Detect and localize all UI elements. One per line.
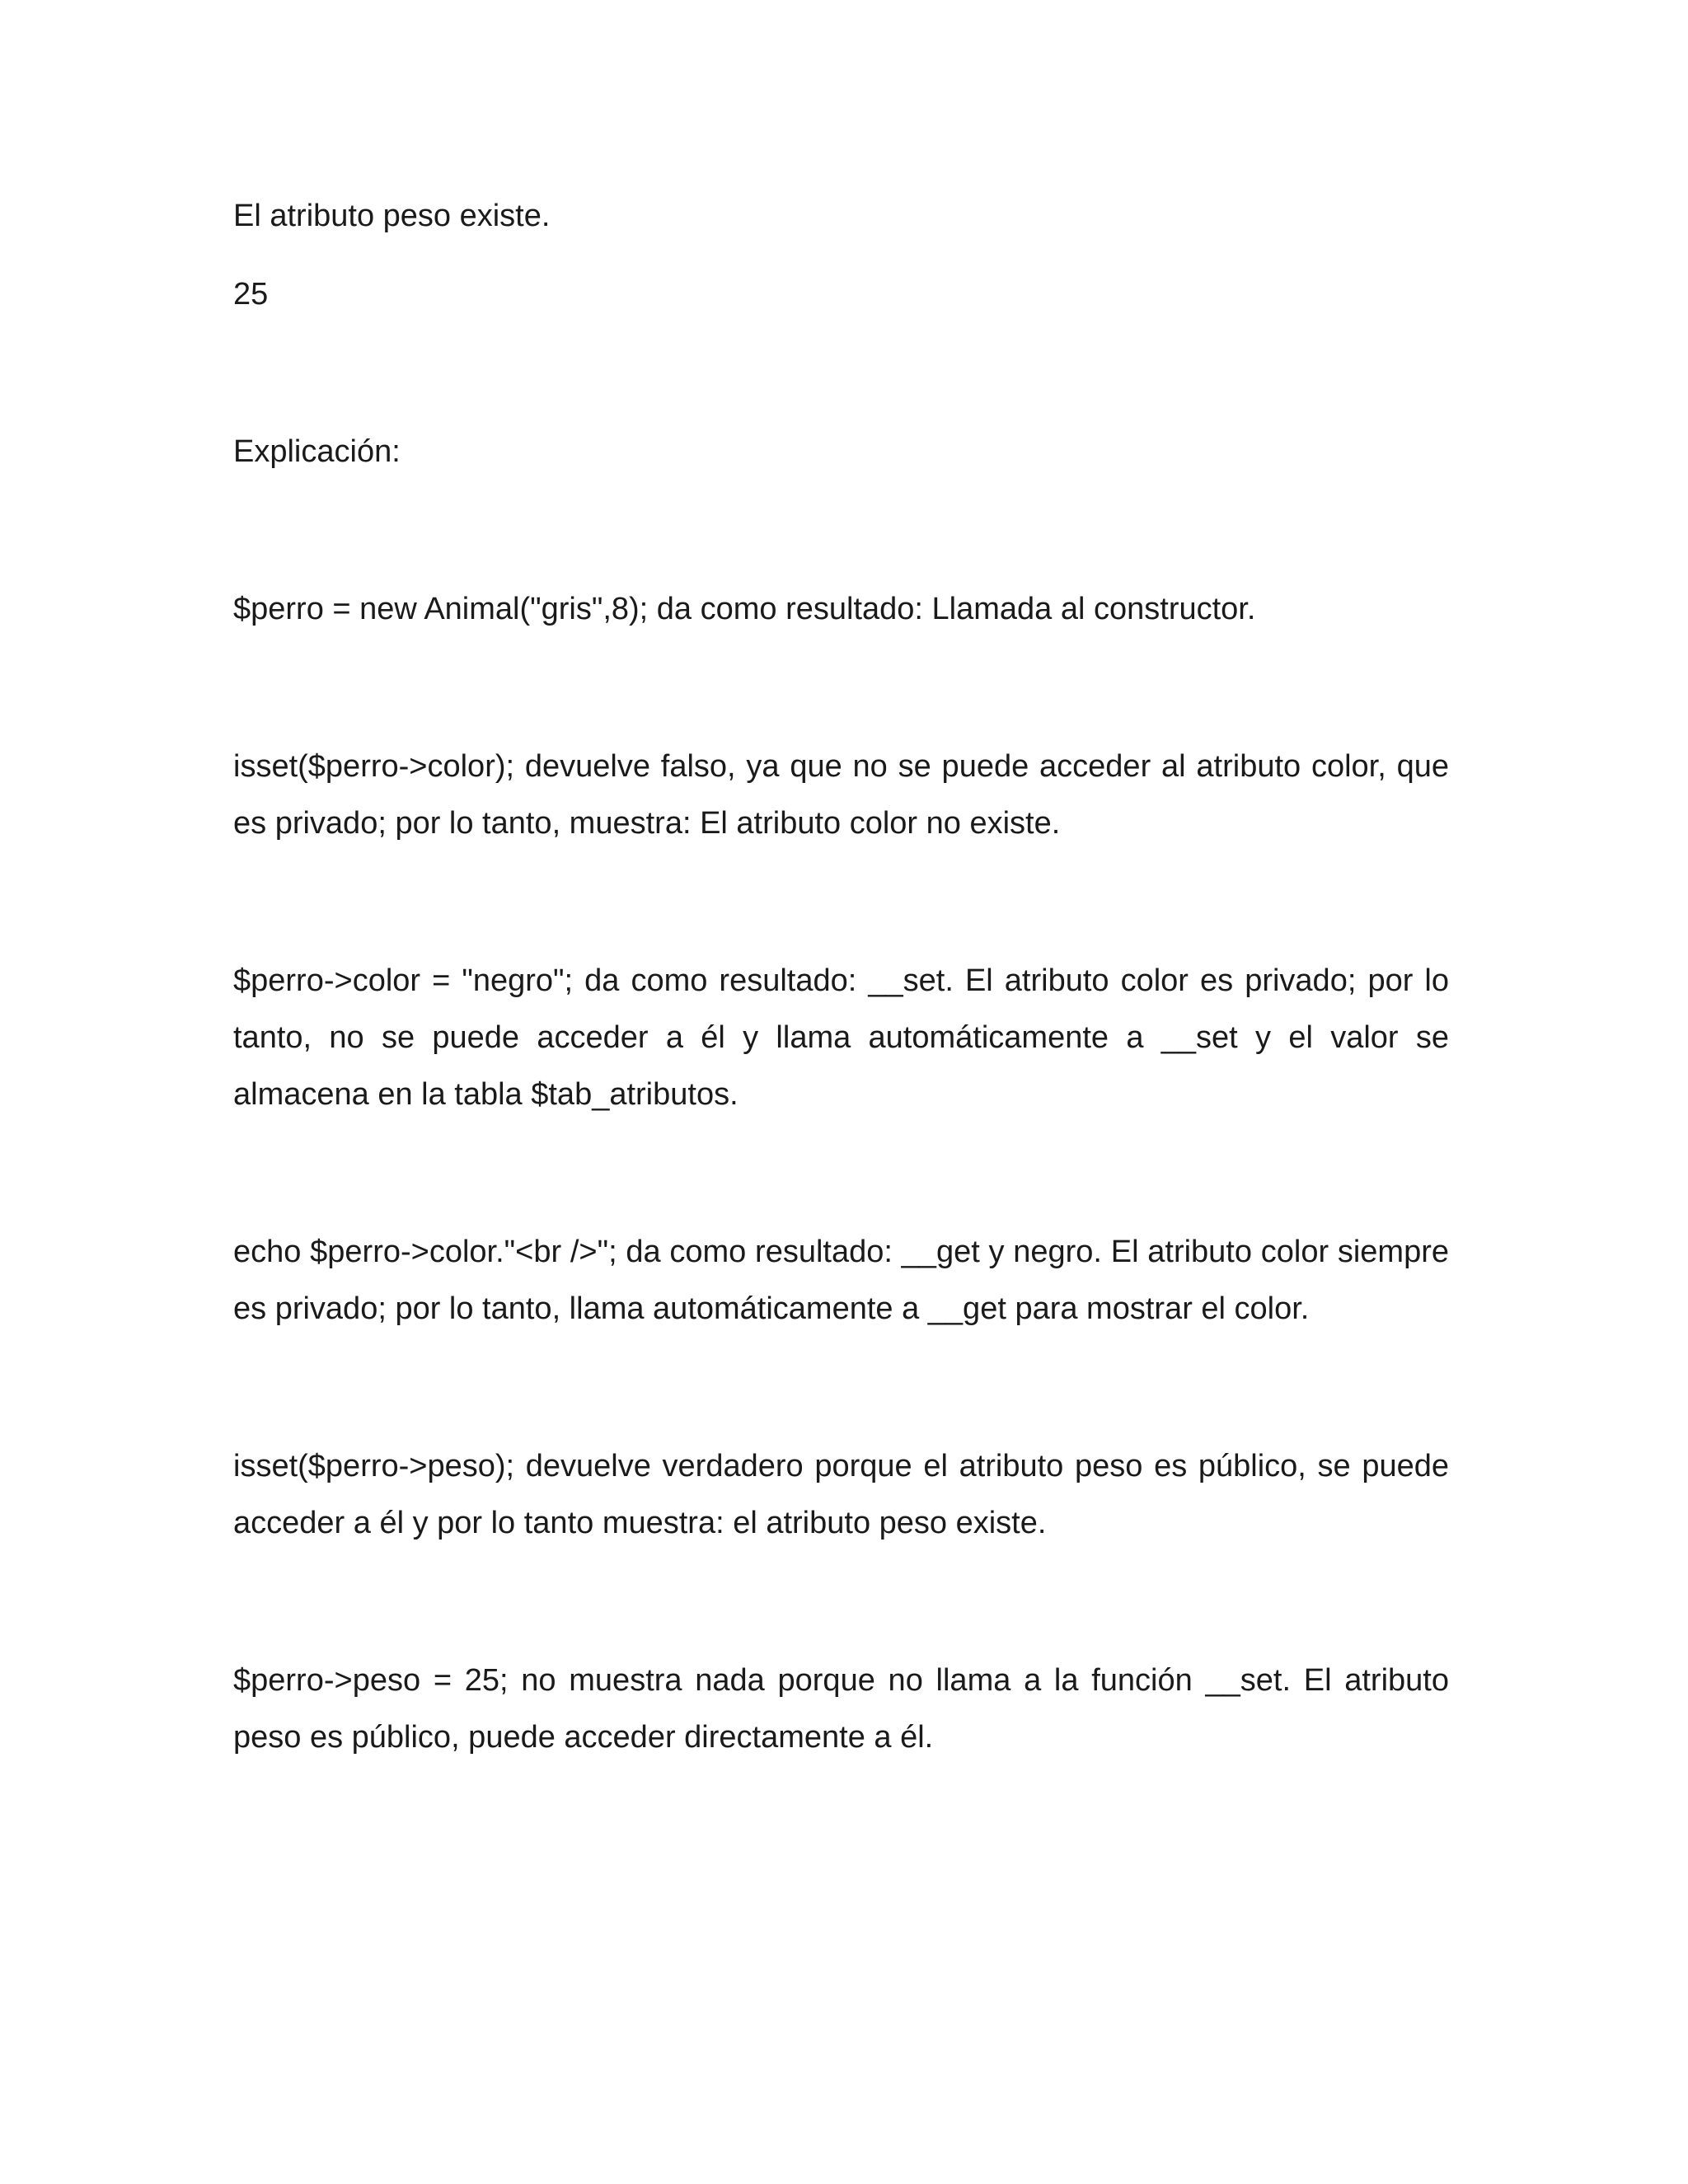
page-content bbox=[233, 188, 1449, 1766]
output-line-2: 25 bbox=[233, 277, 269, 312]
explanation-heading: Explicación: bbox=[233, 434, 401, 469]
paragraph-constructor: $perro = new Animal("gris",8); da como resultado: Llamada al constructor. bbox=[233, 592, 1256, 626]
paragraph-isset-peso: isset($perro->peso); devuelve verdadero porque el atributo peso es público, se puede acceder a él y por lo tanto muestra: el atributo peso existe. bbox=[233, 1449, 1449, 1540]
paragraph-set-color: $perro->color = "negro"; da como resultado: __set. El atributo color es privado; por lo tanto, no se puede acceder a él y llama automáticamente a __set y el valor se almacena en la tabla $tab_atributos. bbox=[233, 963, 1449, 1112]
paragraph-isset-color: isset($perro->color); devuelve falso, ya que no se puede acceder al atributo color, que es privado; por lo tanto, muestra: El atributo color no existe. bbox=[233, 749, 1449, 841]
paragraph-set-peso: $perro->peso = 25; no muestra nada porque no llama a la función __set. El atributo peso es público, puede acceder directamente a él. bbox=[233, 1663, 1449, 1755]
paragraph-get-color: echo $perro->color."<br />"; da como resultado: __get y negro. El atributo color siempre es privado; por lo tanto, llama automáticamente a __get para mostrar el color. bbox=[233, 1235, 1449, 1326]
output-line-1: El atributo peso existe. bbox=[233, 199, 551, 233]
